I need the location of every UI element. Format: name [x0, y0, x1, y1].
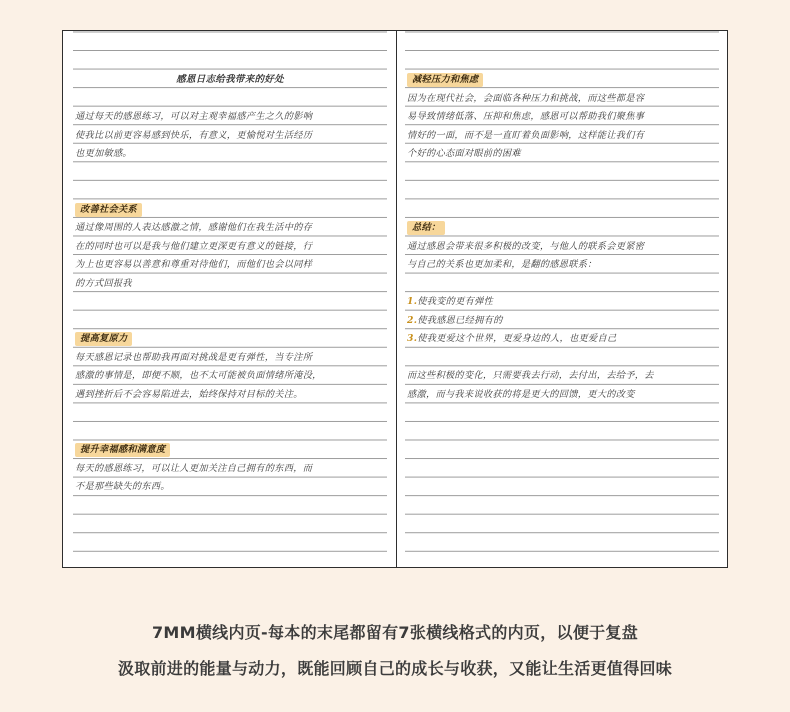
section-line: 不是那些缺失的东西。 — [75, 481, 170, 492]
heading-highlight: 提高复原力 — [75, 332, 132, 346]
section-line: 每天的感恩练习，可以让人更加关注自己拥有的东西，而 — [75, 463, 313, 474]
section-line: 因为在现代社会，会面临各种压力和挑战，而这些都是容 — [407, 93, 645, 104]
left-page-title: 感恩日志给我带来的好处 — [176, 74, 284, 85]
numbered-item — [407, 312, 717, 330]
caption-line-2: 汲取前进的能量与动力，既能回顾自己的成长与收获，又能让生活更值得回味 — [117, 659, 673, 678]
heading-highlight: 减轻压力和焦虑 — [407, 73, 483, 87]
section-heading — [75, 201, 385, 219]
section-line: 通过像周围的人表达感激之情，感谢他们在我生活中的存 — [75, 222, 313, 233]
summary-heading — [407, 219, 717, 237]
numbered-item — [407, 330, 717, 348]
intro-line: 也更加敏感。 — [75, 148, 132, 159]
section-line: 感激的事情是，即便不顺，也不太可能被负面情绪所淹没， — [75, 370, 322, 381]
section-line: 易导致情绪低落、压抑和焦虑，感恩可以帮助我们聚焦事 — [407, 111, 645, 122]
intro-line: 使我比以前更容易感到快乐，有意义，更愉悦对生活经历 — [75, 130, 313, 141]
item-number: 2. — [407, 315, 418, 326]
section-line: 情好的一面，而不是一直盯着负面影响，这样能让我们有 — [407, 130, 645, 141]
left-page — [73, 31, 387, 567]
section-line: 为上也更容易以善意和尊重对待他们，而他们也会以同样 — [75, 259, 313, 270]
item-number: 3. — [407, 333, 418, 344]
item-text: 使我变的更有弹性 — [417, 296, 494, 307]
right-page — [405, 31, 719, 567]
section-heading — [75, 441, 385, 459]
closing-line: 感激，而与我来说收获的将是更大的回馈，更大的改变 — [407, 389, 635, 400]
section-heading — [75, 330, 385, 348]
section-line: 遇到挫折后不会容易陷进去，始终保持对目标的关注。 — [75, 389, 303, 400]
section-line: 个好的心态面对眼前的困难 — [407, 148, 521, 159]
summary-line: 通过感恩会带来很多积极的改变，与他人的联系会更紧密 — [407, 241, 645, 252]
section-heading — [407, 71, 717, 89]
summary-line: 与自己的关系也更加柔和，是翻的感恩联系： — [407, 259, 597, 270]
heading-highlight: 改善社会关系 — [75, 203, 142, 217]
notebook-spread — [62, 30, 728, 568]
closing-line: 而这些积极的变化，只需要我去行动，去付出，去给予，去 — [407, 370, 654, 381]
item-text: 使我更爱这个世界，更爱身边的人，也更爱自己 — [417, 333, 617, 344]
section-line: 的方式回报我 — [75, 278, 132, 289]
section-line: 在的同时也可以是我与他们建立更深更有意义的链接，行 — [75, 241, 313, 252]
section-line: 每天感恩记录也帮助我再面对挑战是更有弹性，当专注所 — [75, 352, 313, 363]
notebook-spine — [396, 31, 397, 567]
caption-line-1: 7MM横线内页-每本的末尾都留有7张横线格式的内页，以便于复盘 — [151, 623, 639, 642]
item-text: 使我感恩已经拥有的 — [417, 315, 503, 326]
intro-line: 通过每天的感恩练习，可以对主观幸福感产生之久的影响 — [75, 111, 313, 122]
numbered-item — [407, 293, 717, 311]
heading-highlight: 提升幸福感和满意度 — [75, 443, 170, 457]
item-number: 1. — [407, 296, 418, 307]
heading-highlight: 总结： — [407, 221, 445, 235]
